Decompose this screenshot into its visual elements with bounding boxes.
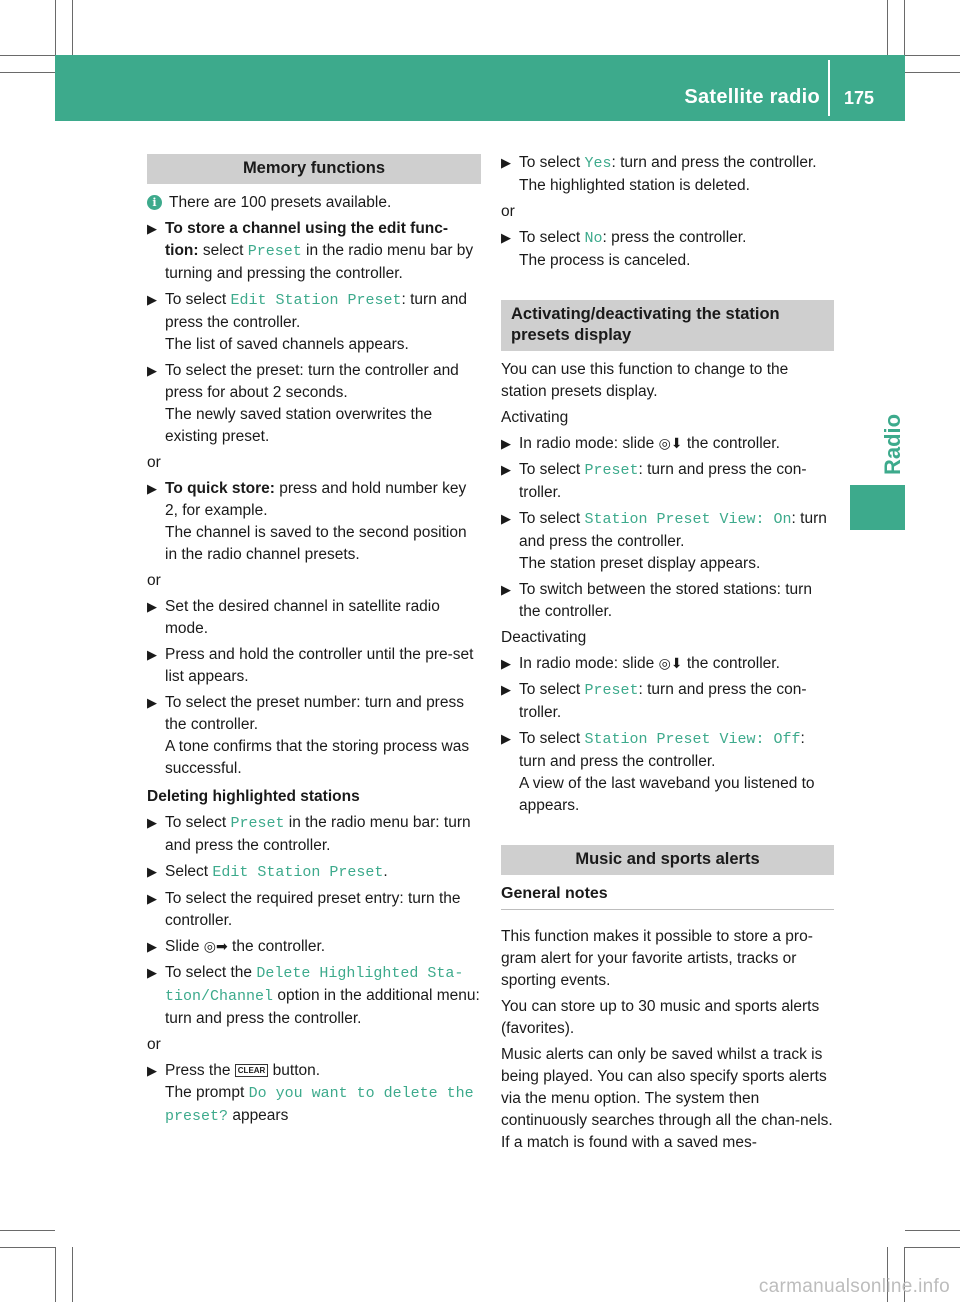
watermark: carmanualsonline.info	[758, 1276, 950, 1297]
instruction-step: ▶ To quick store: press and hold number key 2, for example. The channel is saved to the second position in the radio channel presets.	[147, 480, 467, 563]
step-arrow-icon: ▶	[147, 292, 157, 307]
crop-mark	[0, 55, 55, 56]
or-separator: or	[147, 572, 161, 589]
crop-mark	[905, 1230, 960, 1231]
or-separator: or	[147, 1036, 161, 1053]
crop-mark	[0, 1247, 55, 1248]
instruction-step: ▶ To select Edit Station Preset: turn and press the controller. The list of saved channels appears.	[147, 291, 468, 353]
step-arrow-icon: ▶	[147, 864, 157, 879]
page-title: Satellite radio	[684, 86, 820, 108]
crop-mark	[55, 0, 56, 55]
step-arrow-icon: ▶	[501, 230, 511, 245]
instruction-step: ▶ To store a channel using the edit func-tion: select Preset in the radio menu bar by turning and pressing the controller.	[147, 220, 474, 282]
controller-slide-right-icon: ◎➡	[203, 939, 228, 955]
instruction-step: ▶ To select Preset in the radio menu bar: turn and press the controller.	[147, 814, 471, 854]
or-separator: or	[147, 454, 161, 471]
instruction-step: ▶ To select No: press the controller. The process is canceled.	[501, 229, 747, 269]
step-arrow-icon: ▶	[147, 891, 157, 906]
music-sports-heading: Music and sports alerts	[501, 845, 834, 875]
chapter-tab-label: Radio	[880, 413, 905, 475]
step-arrow-icon: ▶	[147, 1063, 157, 1078]
general-notes-heading: General notes	[501, 883, 834, 910]
instruction-step: ▶ Press the CLEAR button. The prompt Do you want to delete the preset? appears	[147, 1062, 474, 1125]
activating-heading: Activating/deactivating the station presets display	[501, 300, 834, 351]
controller-slide-down-icon: ◎⬇	[658, 436, 683, 452]
instruction-step: ▶ To select Station Preset View: On: turn and press the controller. The station preset display appears.	[501, 510, 827, 572]
step-arrow-icon: ▶	[501, 462, 511, 477]
instruction-step: ▶ In radio mode: slide ◎⬇ the controller.	[501, 653, 834, 675]
crop-mark	[72, 0, 73, 55]
memory-functions-heading: Memory functions	[147, 154, 481, 184]
step-arrow-icon: ▶	[501, 436, 511, 451]
step-arrow-icon: ▶	[147, 481, 157, 496]
crop-mark	[905, 1247, 960, 1248]
step-arrow-icon: ▶	[501, 155, 511, 170]
crop-mark	[887, 0, 888, 55]
crop-mark	[72, 1247, 73, 1302]
header-divider	[828, 60, 830, 116]
info-icon: i	[147, 195, 162, 210]
left-column	[147, 154, 481, 1132]
instruction-step: ▶ Press and hold the controller until the pre-set list appears.	[147, 646, 474, 685]
paragraph: You can store up to 30 music and sports alerts (favorites).	[501, 998, 820, 1037]
right-column	[501, 152, 834, 1158]
step-arrow-icon: ▶	[147, 815, 157, 830]
deactivating-label: Deactivating	[501, 629, 587, 646]
crop-mark	[904, 0, 905, 55]
instruction-step: ▶ To switch between the stored stations: turn the controller.	[501, 581, 812, 620]
instruction-step: ▶ Slide ◎➡ the controller.	[147, 936, 481, 958]
instruction-step: ▶ To select the required preset entry: turn the controller.	[147, 890, 461, 929]
step-arrow-icon: ▶	[501, 656, 511, 671]
paragraph: This function makes it possible to store a pro-gram alert for your favorite artists, tracks or sporting events.	[501, 928, 813, 989]
controller-slide-down-icon: ◎⬇	[658, 656, 683, 672]
step-arrow-icon: ▶	[147, 363, 157, 378]
crop-mark	[0, 72, 55, 73]
step-arrow-icon: ▶	[147, 647, 157, 662]
chapter-tab-marker	[850, 485, 905, 530]
clear-button-icon: CLEAR	[235, 1064, 269, 1077]
step-arrow-icon: ▶	[501, 582, 511, 597]
or-separator: or	[501, 203, 515, 220]
paragraph: You can use this function to change to the station presets display.	[501, 361, 789, 400]
instruction-step: ▶ To select Preset: turn and press the con-troller.	[501, 681, 807, 721]
instruction-step: ▶ Select Edit Station Preset.	[147, 863, 388, 881]
page-number: 175	[844, 88, 875, 108]
crop-mark	[905, 72, 960, 73]
instruction-step: ▶ To select the preset: turn the controller and press for about 2 seconds. The newly saved station overwrites the existing preset.	[147, 362, 459, 445]
instruction-step: ▶ To select Preset: turn and press the con-troller.	[501, 461, 807, 501]
crop-mark	[0, 1230, 55, 1231]
instruction-step: ▶ To select the preset number: turn and press the controller. A tone confirms that the storing process was successful.	[147, 694, 470, 777]
step-arrow-icon: ▶	[501, 511, 511, 526]
paragraph: Music alerts can only be saved whilst a track is being played. You can also specify sports alerts via the menu option. The system then continuously searches through all the chan-nels. If a match is found with a saved mes-	[501, 1046, 833, 1151]
chapter-tab	[850, 400, 905, 475]
crop-mark	[55, 1247, 56, 1302]
deleting-heading: Deleting highlighted stations	[147, 788, 360, 805]
activating-label: Activating	[501, 409, 569, 426]
instruction-step: ▶ To select the Delete Highlighted Sta-tion/Channel option in the additional menu: turn and press the controller.	[147, 964, 480, 1027]
step-arrow-icon: ▶	[147, 939, 157, 954]
info-note: i There are 100 presets available.	[147, 192, 481, 214]
instruction-step: ▶ In radio mode: slide ◎⬇ the controller.	[501, 433, 834, 455]
instruction-step: ▶ To select Yes: turn and press the controller. The highlighted station is deleted.	[501, 154, 817, 194]
crop-mark	[905, 55, 960, 56]
step-arrow-icon: ▶	[147, 221, 157, 236]
instruction-step: ▶ Set the desired channel in satellite radio mode.	[147, 598, 440, 637]
instruction-step: ▶ To select Station Preset View: Off: turn and press the controller. A view of the last waveband you listened to appears.	[501, 730, 815, 814]
step-arrow-icon: ▶	[147, 965, 157, 980]
step-arrow-icon: ▶	[501, 731, 511, 746]
step-arrow-icon: ▶	[501, 682, 511, 697]
step-arrow-icon: ▶	[147, 695, 157, 710]
step-arrow-icon: ▶	[147, 599, 157, 614]
